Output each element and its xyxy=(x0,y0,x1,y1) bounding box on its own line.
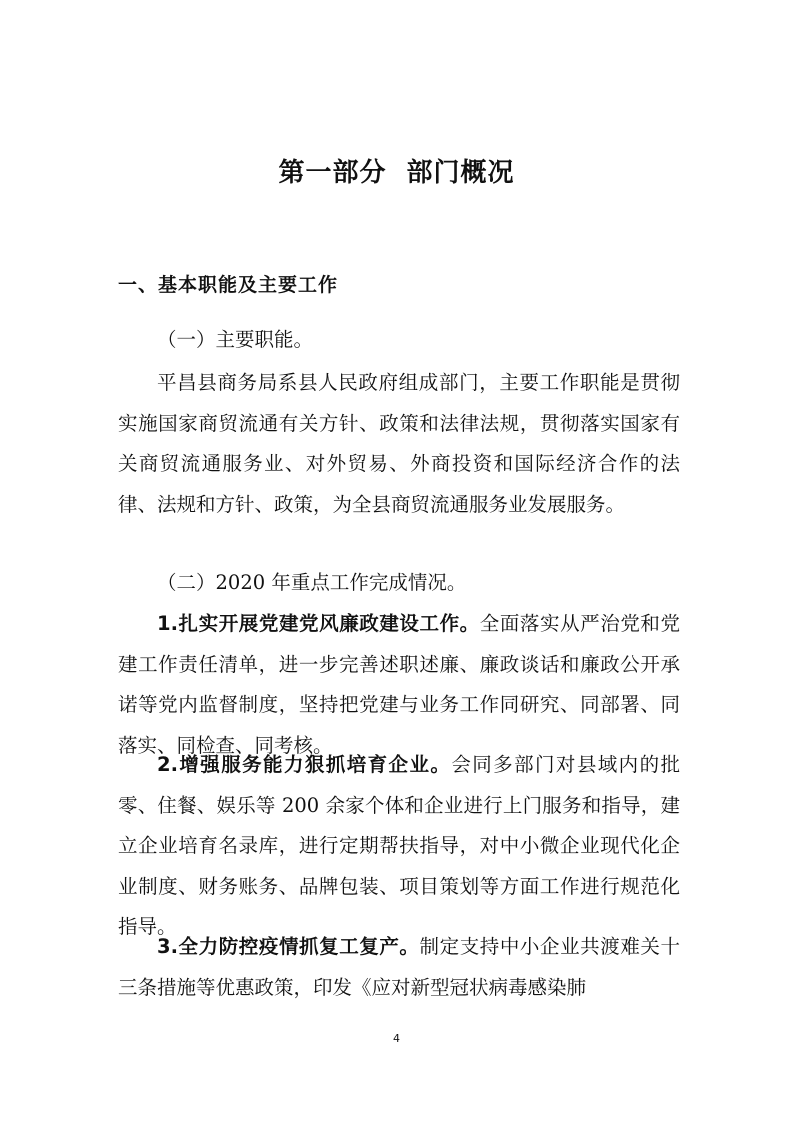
page-number: 4 xyxy=(393,1032,400,1045)
paragraph-text: 制定支持中小企业共渡难关十三条措施等优惠政策，印发《应对新型冠状病毒感染肺 xyxy=(118,935,680,999)
paragraph-text: （二）2020 年重点工作完成情况。 xyxy=(157,571,467,594)
paragraph-text: 平昌县商务局系县人民政府组成部门，主要工作职能是贯彻实施国家商贸流通有关方针、政策和法律法规，贯彻落实国家有关商贸流通服务业、对外贸易、外商投资和国际经济合作的法律、法规和方针、政策，为全县商贸流通服务业发展服务。 xyxy=(118,371,680,516)
page-title: 第一部分 部门概况 xyxy=(278,158,515,188)
paragraph-item-2 xyxy=(118,745,680,948)
paragraph-text: （一）主要职能。 xyxy=(157,328,314,351)
subsection-heading-functions xyxy=(118,320,680,361)
paragraph-text: 会同多部门对县域内的批零、住餐、娱乐等 200 余家个体和企业进行上门服务和指导，建立企业培育名录库，进行定期帮扶指导，对中小微企业现代化企业制度、财务账务、品牌包装、项目策划等方面工作进行规范化指导。 xyxy=(118,753,680,938)
paragraph-item-1 xyxy=(118,604,680,766)
section-heading: 一、基本职能及主要工作 xyxy=(118,274,339,296)
paragraph-item-3 xyxy=(118,927,680,1008)
paragraph-lead: 1.扎实开展党建党风廉政建设工作。 xyxy=(157,612,480,635)
paragraph-functions xyxy=(118,363,680,525)
subsection-heading-work-2020 xyxy=(118,563,680,604)
paragraph-lead: 2.增强服务能力狠抓培育企业。 xyxy=(157,753,452,776)
paragraph-text: 全面落实从严治党和党建工作责任清单，进一步完善述职述廉、廉政谈话和廉政公开承诺等党内监督制度，坚持把党建与业务工作同研究、同部署、同落实、同检查、同考核。 xyxy=(118,612,680,757)
paragraph-lead: 3.全力防控疫情抓复工复产。 xyxy=(157,935,420,958)
